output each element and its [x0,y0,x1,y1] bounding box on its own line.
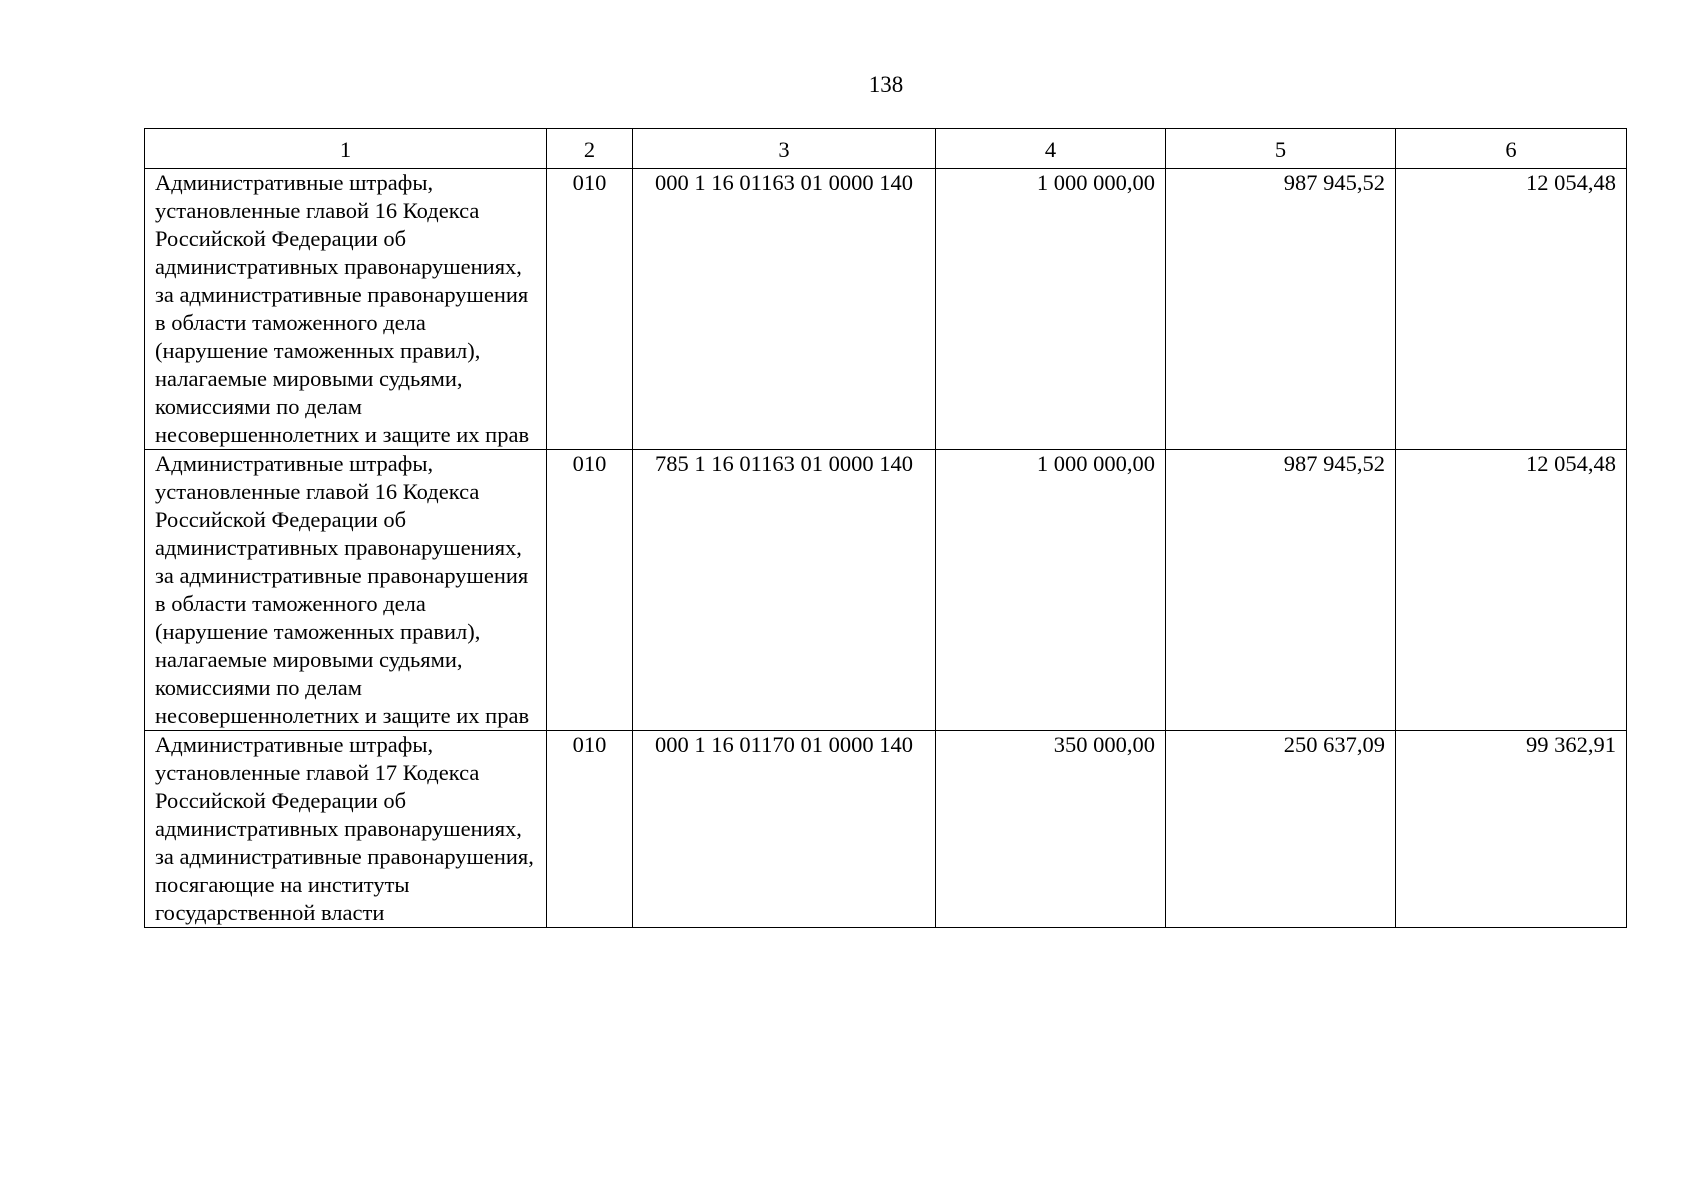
unexecuted-amount: 99 362,91 [1396,731,1627,928]
approved-amount: 1 000 000,00 [936,450,1166,731]
line-code: 010 [547,731,633,928]
table-row [145,169,1627,450]
table-row [145,731,1627,928]
budget-classification-code: 000 1 16 01163 01 0000 140 [633,169,936,450]
column-header-2: 2 [547,129,633,169]
income-description: Административные штрафы, установленные главой 17 Кодекса Российской Федерации об административных правонарушениях, за административные правонарушения, посягающие на институты государственной власти [145,731,547,928]
column-header-5: 5 [1166,129,1396,169]
approved-amount: 350 000,00 [936,731,1166,928]
column-header-1: 1 [145,129,547,169]
line-code: 010 [547,169,633,450]
column-header-3: 3 [633,129,936,169]
table-header [145,129,1627,169]
budget-classification-code: 785 1 16 01163 01 0000 140 [633,450,936,731]
unexecuted-amount: 12 054,48 [1396,450,1627,731]
report-table [144,128,1627,928]
table-row [145,450,1627,731]
approved-amount: 1 000 000,00 [936,169,1166,450]
budget-classification-code: 000 1 16 01170 01 0000 140 [633,731,936,928]
executed-amount: 987 945,52 [1166,450,1396,731]
page-number: 138 [868,72,904,97]
column-header-6: 6 [1396,129,1627,169]
table-body [145,169,1627,928]
income-description: Административные штрафы, установленные главой 16 Кодекса Российской Федерации об административных правонарушениях, за административные правонарушения в области таможенного дела (нарушение таможенных правил), налагаемые мировыми судьями, комиссиями по делам несовершеннолетних и защите их прав [145,169,547,450]
line-code: 010 [547,450,633,731]
income-description: Административные штрафы, установленные главой 16 Кодекса Российской Федерации об административных правонарушениях, за административные правонарушения в области таможенного дела (нарушение таможенных правил), налагаемые мировыми судьями, комиссиями по делам несовершеннолетних и защите их прав [145,450,547,731]
executed-amount: 987 945,52 [1166,169,1396,450]
header-row [145,129,1627,169]
executed-amount: 250 637,09 [1166,731,1396,928]
unexecuted-amount: 12 054,48 [1396,169,1627,450]
column-header-4: 4 [936,129,1166,169]
